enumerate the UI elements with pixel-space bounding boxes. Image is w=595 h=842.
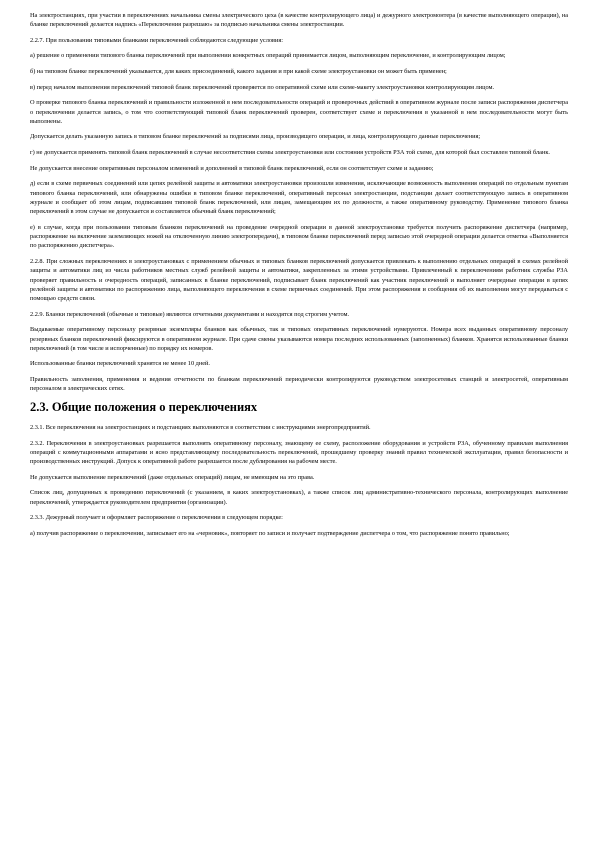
section-heading: 2.3. Общие положения о переключениях [30, 399, 258, 414]
paragraph: в) перед началом выполнения переключений типовой бланк переключений проверяется по оперативной схеме или схеме-макету электроустановки контролирующим лицом. [30, 83, 495, 91]
paragraph: Допускается делать указанную запись в типовом бланке переключений за подписями лица, производящего операции, и лица, контролирующего данные переключения; [30, 133, 481, 141]
paragraph: б) на типовом бланке переключений указывается, для каких присоединений, какого задания и при какой схеме электроустановки он может быть применен; [30, 68, 447, 76]
paragraph: Не допускается внесение оперативным персоналом изменений и дополнений в типовой бланк переключений, если он соответствует схеме и заданию; [30, 164, 434, 172]
paragraph: 2.3.2. Переключения в электроустановках разрешается выполнять оперативному персоналу, знающему ее схему, расположение оборудования и устройств РЗА, обученному правилам выполнения операций с коммутационными аппаратами и ясно представляющему последовательность переключений, прошедшему проверку знаний правил технической эксплуатации, правил безопасности и производственных инструкций. Допуск к оперативной работе разрешается после дублирования на рабочем месте. [30, 439, 568, 466]
paragraph: 2.3.1. Все переключения на электростанциях и подстанциях выполняются в соответствии с инструкциями энергопредприятий. [30, 423, 371, 431]
paragraph: Выдаваемые оперативному персоналу резервные экземпляры бланков как обычных, так и типовых оперативных переключений нумеруются. Номера всех выданных оперативному персоналу резервных бланков переключений фиксируются в оперативном журнале. При сдаче смены указываются номера последних использованных (заполненных) бланков. Хранятся использованные бланки переключений (в том числе и испорченные) по порядку их номеров. [30, 326, 568, 352]
paragraph: г) не допускается применять типовой бланк переключений в случае несоответствия схемы электроустановки или состояния устройств РЗА той схеме, для которой был составлен типовой бланк. [30, 149, 550, 157]
paragraph: Не допускается выполнение переключений (даже отдельных операций) лицам, не имеющим на это права. [30, 473, 315, 481]
document-page [30, 11, 568, 544]
paragraph: 2.2.7. При пользовании типовыми бланками переключений соблюдаются следующие условия: [30, 36, 283, 44]
paragraph: 2.3.3. Дежурный получает и оформляет распоряжение о переключении в следующем порядке: [30, 514, 283, 522]
paragraph: а) получив распоряжение о переключении, записывает его на «черновик», повторяет по записи и получает подтверждение диспетчера о том, что распоряжение понято правильно; [30, 529, 510, 537]
paragraph: На электростанциях, при участии в переключениях начальника смены электрического цеха (в качестве контролирующего лица) и дежурного электромонтера (в качестве выполняющего операции), на бланке переключений делается надпись «Переключения разрешаю» за подписью начальника смены электростанции. [30, 12, 568, 29]
paragraph: Правильность заполнения, применения и ведения отчетности по бланкам переключений периодически контролируются руководством электросетевых станций и электросетей, оперативным персоналом в электрических сетях. [30, 376, 568, 393]
paragraph: О проверке типового бланка переключений и правильности изложенной в нем последовательности операций и проверочных действий в оперативном журнале после записи распоряжения диспетчера о переключении делается запись, о том что соответствующий типовой бланк переключений проверен, соответствует схеме и переключения в указанной в нем последовательности могут быть выполнены. [30, 99, 568, 125]
paragraph: е) в случае, когда при пользовании типовым бланком переключений на проведение очередной операции в данной электроустановке требуется получить распоряжение диспетчера (например, распоряжение на включение заземляющих ножей на отключенную линию электропередачи), в типовом бланке переключений перед записью этой очередной операции делается отметка «Выполняется по распоряжению диспетчера». [30, 223, 568, 250]
paragraph: д) если в схеме первичных соединений или цепях релейной защиты и автоматики электроустановки произошли изменения, исключающие возможность выполнения операций по отдельным пунктам типового бланка переключений, или обнаружены ошибки в типовом бланке переключений, оперативный персонал электростанции, подстанции делает соответствующую запись в оперативном журнале и сообщает об этом лицам, подписавшим типовой бланк переключений, или лицам, замещающим их по должности, а также оперативному руководству. Применение типового бланка переключений в этом случае не допускается и составляется обычный бланк переключений; [30, 180, 568, 216]
paragraph: 2.2.8. При сложных переключениях в электроустановках с применением обычных и типовых бланков переключений допускается привлекать к выполнению отдельных операций в схемах релейной защиты и автоматики лиц из числа работников местных служб релейной защиты и автоматики, закрепленных за этими устройствами. Привлеченный к переключениям работник службы РЗА проверяет правильность и очередность операций, записанных в бланке переключений, подписывает бланк переключений как участник переключений и выполняет очередные операции в цепях релейной защиты и автоматики по распоряжению лица, выполняющего переключения в схеме первичных соединений. При этом распоряжения и сообщения об их выполнении могут передаваться с помощью средств связи. [30, 257, 568, 303]
paragraph: Список лиц, допущенных к проведению переключений (с указанием, в каких электроустановках), а также список лиц административно-технического персонала, контролирующих выполнение переключений, утверждается руководителем предприятия (организации). [30, 489, 568, 506]
paragraph: а) решение о применении типового бланка переключений при выполнении конкретных операций принимается лицом, выполняющим переключение, и контролирующим лицом; [30, 52, 506, 60]
paragraph: Использованные бланки переключений хранятся не менее 10 дней. [30, 360, 210, 368]
paragraph: 2.2.9. Бланки переключений (обычные и типовые) являются отчетными документами и находятся под строгим учетом. [30, 310, 350, 318]
